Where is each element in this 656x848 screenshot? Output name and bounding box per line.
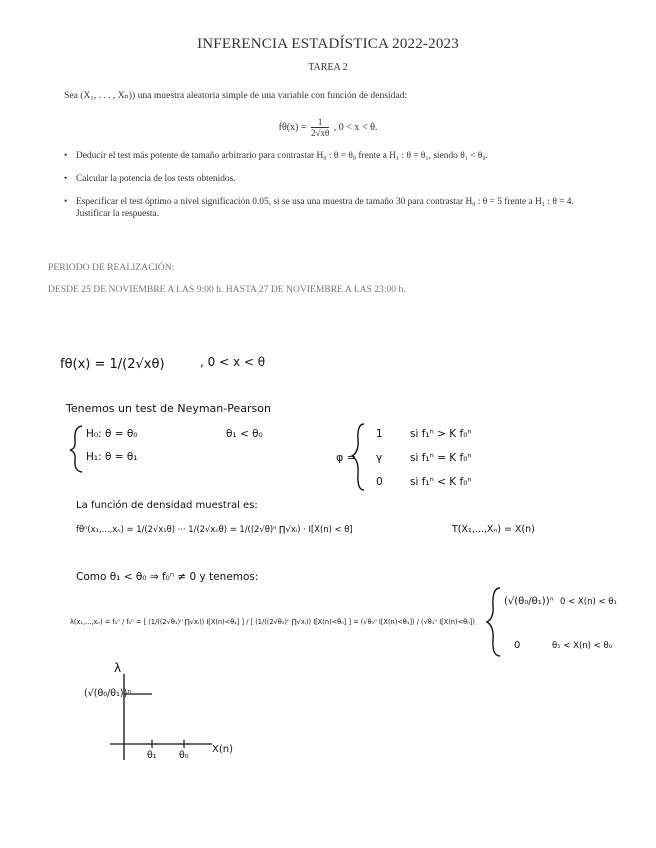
page-title: INFERENCIA ESTADÍSTICA 2022-2023 <box>197 36 459 52</box>
hw-phi-label: φ = <box>336 451 356 464</box>
hw-phi-val: γ <box>376 452 383 464</box>
hypothesis-brace <box>70 426 82 472</box>
formula-rhs: , 0 < x < θ. <box>333 121 378 133</box>
phi-brace <box>352 424 364 490</box>
hw-graph-lambda: λ <box>114 661 122 675</box>
intro-text: Sea (X₁, . . . , Xₙ)) una muestra aleatoria simple de una variable con función de densidad: <box>64 90 408 101</box>
hw-phi-cond: si f₁ⁿ < K f₀ⁿ <box>410 476 472 488</box>
page-subtitle: TAREA 2 <box>308 62 348 73</box>
task-item: • Especificar el test óptimo a nivel significación 0.05, si se usa una muestra de tamaño 30 para contrastar H₀ : θ = 5 frente a H₁ : θ = 4. Justificar la respuesta. <box>64 196 610 220</box>
task-item: • Calcular la potencia de los tests obtenidos. <box>64 173 610 185</box>
hw-density: fθ(x) = 1/(2√xθ) <box>60 357 165 372</box>
hw-case2-condition: θ₁ < X(n) < θ₀ <box>552 641 613 651</box>
formula-denominator: 2√xθ <box>311 128 330 138</box>
hw-graph-theta0: θ₀ <box>179 750 189 761</box>
hw-phi-val: 1 <box>376 428 383 440</box>
hw-case1-value: (√(θ₀/θ₁))ⁿ <box>504 596 554 607</box>
task-item: • Deducir el test más potente de tamaño arbitrario para contrastar H₀ : θ = θ₀ frente a H₁ : θ = θ₁, siendo θ₁ < θ₀. <box>64 150 610 162</box>
hw-h0: H₀: θ = θ₀ <box>86 428 138 440</box>
hw-neyman-pearson: Tenemos un test de Neyman-Pearson <box>66 402 271 415</box>
hw-condition: θ₁ < θ₀ <box>226 428 263 440</box>
period-heading: PERIODO DE REALIZACIÓN: <box>48 262 175 273</box>
hw-case2-value: 0 <box>514 640 521 651</box>
formula-numerator: 1 <box>311 117 329 128</box>
hw-case1-condition: 0 < X(n) < θ₁ <box>560 597 617 607</box>
hw-graph-level: (√(θ₀/θ₁))ⁿ <box>84 688 132 699</box>
hw-h1: H₁: θ = θ₁ <box>86 451 138 463</box>
hw-density-domain: , 0 < x < θ <box>200 355 266 369</box>
lambda-brace <box>487 588 500 656</box>
hw-lambda: λ(x₁,...,xₙ) = f₁ⁿ / f₀ⁿ = [ (1/((2√θ₁)ⁿ ∏√xᵢ)) I[X(n)<θ₁] ] / [ (1/((2√θ₀)ⁿ ∏√xᵢ)) I[X(n)<θ₀] ] = (√θ₀ⁿ I[X(n)<θ₁]) / (√θ₁ⁿ I[X(n)<θ₀]) <box>70 618 475 626</box>
hw-como: Como θ₁ < θ₀ ⇒ f₀ⁿ ≠ 0 y tenemos: <box>76 571 259 583</box>
hw-statistic: T(X₁,...,Xₙ) = X(n) <box>452 524 535 535</box>
period-text: DESDE 25 DE NOVIEMBRE A LAS 9:00 h. HASTA 27 DE NOVIEMBRE A LAS 23:00 h. <box>48 284 406 295</box>
hw-sample-density: fθⁿ(x₁,...,xₙ) = 1/(2√x₁θ) ··· 1/(2√xₙθ) = 1/((2√θ)ⁿ ∏√xᵢ) · I[X(n) < θ] <box>76 524 353 534</box>
formula-lhs: fθ(x) = <box>278 121 307 133</box>
hw-phi-cond: si f₁ⁿ > K f₀ⁿ <box>410 428 472 440</box>
hw-graph-theta1: θ₁ <box>147 750 157 761</box>
hw-phi-cond: si f₁ⁿ = K f₀ⁿ <box>410 452 472 464</box>
hw-sample-density-label: La función de densidad muestral es: <box>76 500 258 511</box>
hw-phi-val: 0 <box>376 476 383 488</box>
hw-graph-x-label: X(n) <box>212 744 233 755</box>
